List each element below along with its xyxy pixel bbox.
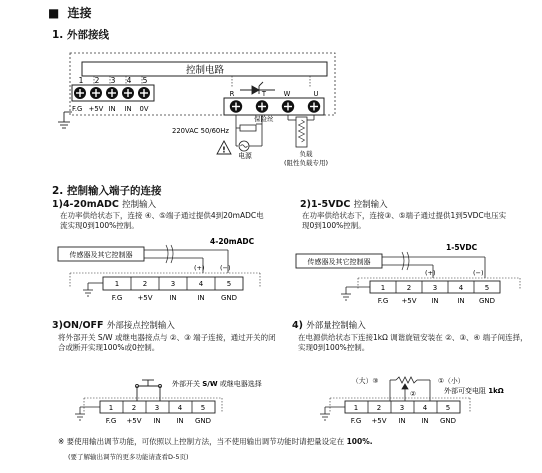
terminal-number: 2 — [376, 404, 382, 412]
terminal-label: IN — [153, 417, 161, 425]
terminal-number: 1 — [78, 76, 84, 85]
footnote-text: ※ 要使用输出调节功能，可依照以上控制方法，当不使用输出调节功能时请把量设定在 — [58, 437, 345, 446]
sub1-title-main: 1)4-20mADC — [52, 199, 119, 210]
sub4-mid-label: ② — [410, 390, 417, 398]
terminal-number: 2 — [131, 404, 137, 412]
terminal-number: 5 — [200, 404, 206, 412]
terminal-label: +5V — [126, 417, 142, 425]
terminal-label: F.G — [350, 417, 362, 425]
footnote-sub: (要了解输出调节的更多功能请查看D-5页) — [68, 453, 189, 461]
load-resistor-icon — [296, 117, 307, 147]
terminal-label: +5V — [137, 294, 153, 302]
terminal-number: 5 — [445, 404, 451, 412]
terminal-label: +5V — [371, 417, 387, 425]
sub1-minus-label: (−) — [220, 264, 231, 272]
sub4-desc: 在电源供给状态下连接1kΩ 调谐旋钮安装在 ②、③、④ 端子间连择，实现0到100%控制。 — [298, 333, 528, 352]
sub1-title-suffix: 控制输入 — [122, 200, 157, 210]
terminal-label: GND — [194, 417, 212, 425]
sub2-title — [300, 198, 388, 210]
terminal-number: 1 — [114, 280, 120, 288]
sub4-resistor-label: 外部可变电阻 1kΩ — [444, 387, 504, 395]
supply-label: 220VAC 50/60Hz — [172, 127, 229, 135]
terminal-label: IN — [197, 294, 205, 302]
ground-icon — [83, 283, 103, 296]
sub2-plus-label: (+) — [425, 269, 436, 277]
terminal-number: 3 — [432, 284, 438, 292]
terminal-label: IN — [124, 105, 132, 113]
load-note: (阻性负载专用) — [283, 159, 329, 167]
terminal-number: 2 — [94, 76, 100, 85]
terminal-number: 3 — [399, 404, 405, 412]
terminal-number: 1 — [353, 404, 359, 412]
sub4-min-label: ①（小） — [438, 377, 465, 385]
load-label: 负载 — [299, 150, 313, 158]
sub4-max-label: （大）③ — [352, 377, 379, 385]
svg-text:!: ! — [222, 145, 226, 155]
sub3-desc: 将外部开关 S/W 或继电器接点与 ②、③ 端子连接，通过开关的闭合或断开实现100%或0控制。 — [58, 333, 276, 352]
ground-icon — [75, 407, 100, 420]
terminal-number: 1 — [380, 284, 386, 292]
terminal-number: 3 — [110, 76, 116, 85]
power-label-t: T — [261, 90, 267, 98]
sub1-signal-label: 4-20mADC — [210, 237, 255, 246]
sub3-title — [52, 319, 175, 331]
terminal-number: 4 — [177, 404, 183, 412]
terminal-number: 3 — [154, 404, 160, 412]
terminal-label: IN — [421, 417, 429, 425]
ground-icon — [341, 287, 370, 300]
footnote — [58, 436, 373, 447]
footnote-bold: 100%. — [346, 437, 373, 446]
terminal-number: 2 — [142, 280, 148, 288]
sub4-title-suffix: 外部量控制输入 — [306, 321, 366, 331]
sub3-title-suffix: 外部接点控制输入 — [106, 321, 175, 331]
sub4-title-main: 4) — [292, 320, 303, 331]
sub2-title-suffix: 控制输入 — [353, 200, 388, 210]
sub3-title-main: 3)ON/OFF — [52, 320, 104, 331]
terminal-label: GND — [220, 294, 238, 302]
terminal-label: IN — [108, 105, 116, 113]
power-label-r: R — [229, 90, 235, 98]
terminal-label: IN — [398, 417, 406, 425]
thyristor-icon — [240, 82, 275, 94]
sub1-title — [52, 198, 156, 210]
terminal-label: +5V — [401, 297, 417, 305]
terminal-number: 4 — [458, 284, 464, 292]
terminal-label: IN — [169, 294, 177, 302]
terminal-label: 0V — [139, 105, 149, 113]
terminal-number: 1 — [108, 404, 114, 412]
wiring-diagram — [0, 0, 542, 180]
sub2-sensor-label: 传感器及其它控制器 — [307, 258, 371, 266]
switch-input-diagrams — [0, 360, 542, 430]
sub1-desc: 在功率供给状态下，连接 ④、⑤端子通过提供4到20mADC电流实现0到100%控制。 — [60, 211, 264, 230]
section-title: 连接 — [67, 6, 92, 20]
terminal-label: IN — [457, 297, 465, 305]
power-label-w: W — [283, 90, 291, 98]
sub2-signal-label: 1-5VDC — [446, 243, 478, 252]
fuse-label: 保险丝 — [254, 115, 274, 123]
terminal-label: IN — [431, 297, 439, 305]
section-marker: ■ — [48, 6, 60, 20]
part2-title: 2. 控制输入端子的连接 — [52, 185, 162, 197]
sub4-title — [292, 319, 366, 331]
terminal-label: +5V — [88, 105, 104, 113]
sub1-sensor-label: 传感器及其它控制器 — [69, 251, 133, 259]
terminal-label: F.G — [72, 105, 83, 113]
terminal-number: 3 — [170, 280, 176, 288]
sub2-desc: 在功率供给状态下，连接③、⑤端子通过提供1到5VDC电压实现0到100%控制。 — [302, 211, 507, 230]
power-source-label: 电源 — [238, 152, 252, 160]
terminal-label: F.G — [105, 417, 117, 425]
part1-title: 1. 外部接线 — [52, 29, 109, 41]
terminal-number: 2 — [406, 284, 412, 292]
terminal-number: 5 — [226, 280, 232, 288]
control-circuit-label: 控制电路 — [185, 65, 225, 76]
terminal-label: GND — [439, 417, 457, 425]
terminal-number: 4 — [422, 404, 428, 412]
terminal-number: 4 — [198, 280, 204, 288]
warning-icon — [217, 141, 231, 155]
sub3-switch-label: 外部开关 S/W 或继电器选择 — [172, 380, 262, 388]
terminal-label: IN — [176, 417, 184, 425]
sub2-minus-label: (−) — [473, 269, 484, 277]
terminal-label: GND — [478, 297, 496, 305]
fuse-icon — [240, 125, 256, 131]
terminal-label: F.G — [377, 297, 389, 305]
terminal-number: 5 — [142, 76, 148, 85]
analog-input-diagrams — [0, 230, 542, 310]
terminal-number: 5 — [484, 284, 490, 292]
ground-icon — [320, 407, 345, 420]
terminal-label: F.G — [111, 294, 123, 302]
sub1-plus-label: (+) — [194, 264, 205, 272]
sub2-title-main: 2)1-5VDC — [300, 199, 351, 210]
power-label-u: U — [313, 90, 319, 98]
terminal-number: 4 — [126, 76, 132, 85]
